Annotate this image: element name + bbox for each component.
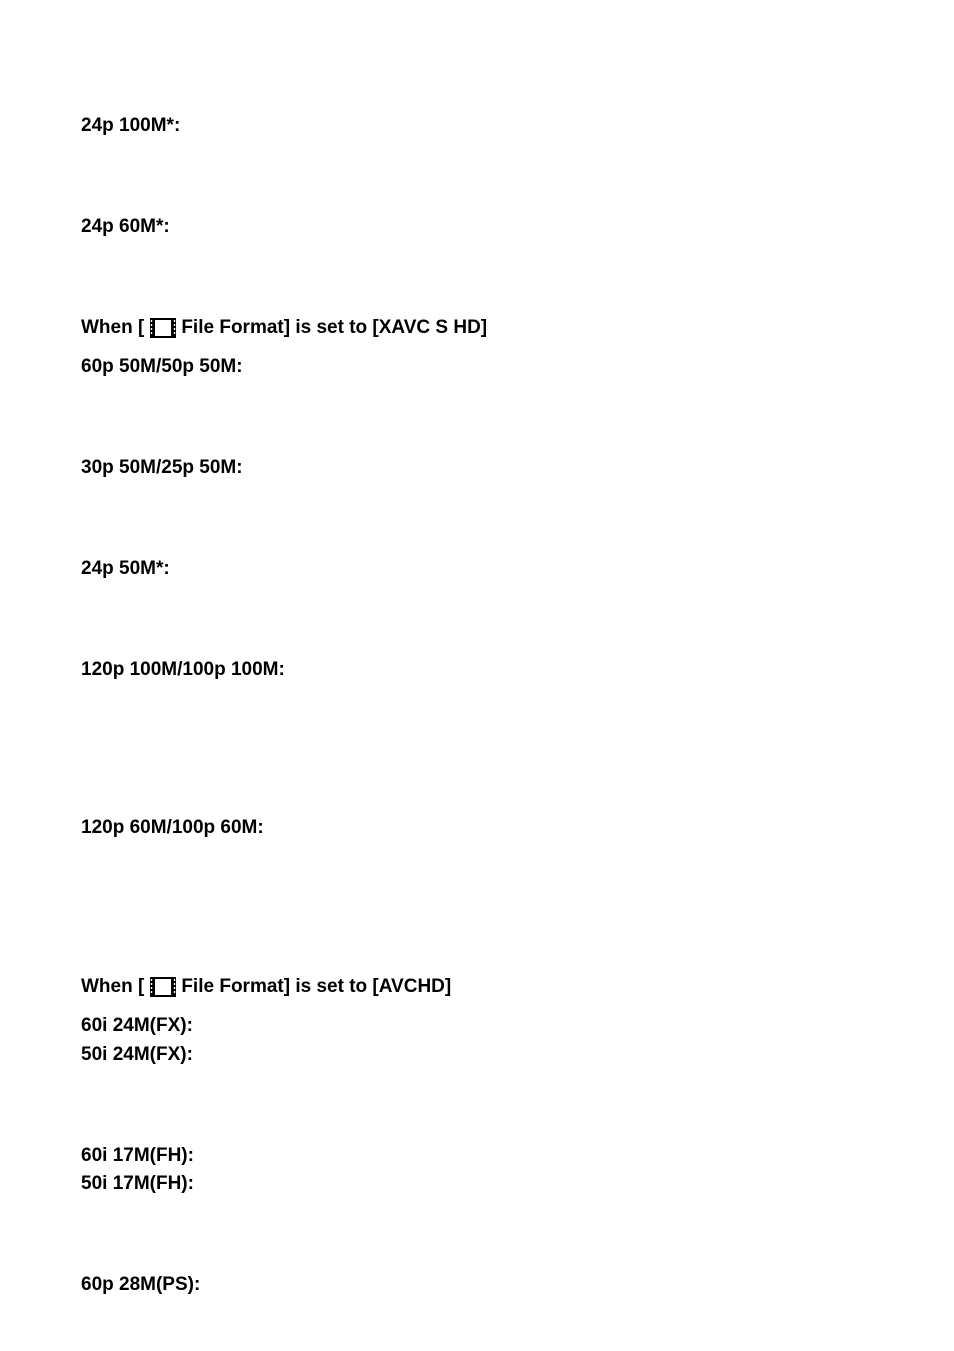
option-50i-24m-fx: 50i 24M(FX): [81,1044,193,1065]
heading-suffix: File Format] is set to [XAVC S HD] [181,317,488,338]
option-120p-100m-100p-100m: 120p 100M/100p 100M: [81,659,285,680]
option-60i-24m-fx: 60i 24M(FX): [81,1015,193,1036]
movie-file-icon [149,317,177,339]
movie-file-icon [149,976,177,998]
heading-prefix: When [ [81,317,145,338]
option-60i-17m-fh: 60i 17M(FH): [81,1145,194,1166]
option-24p-50m: 24p 50M*: [81,558,170,579]
option-24p-60m: 24p 60M*: [81,216,170,237]
option-30p-50m-25p-50m: 30p 50M/25p 50M: [81,457,243,478]
section-heading-xavc-s-hd [81,317,487,339]
option-120p-60m-100p-60m: 120p 60M/100p 60M: [81,817,264,838]
option-50i-17m-fh: 50i 17M(FH): [81,1173,194,1194]
option-24p-100m: 24p 100M*: [81,115,181,136]
option-60p-28m-ps: 60p 28M(PS): [81,1274,201,1295]
heading-prefix: When [ [81,976,145,997]
heading-suffix: File Format] is set to [AVCHD] [181,976,452,997]
option-60p-50m-50p-50m: 60p 50M/50p 50M: [81,356,243,377]
section-heading-avchd [81,976,451,998]
